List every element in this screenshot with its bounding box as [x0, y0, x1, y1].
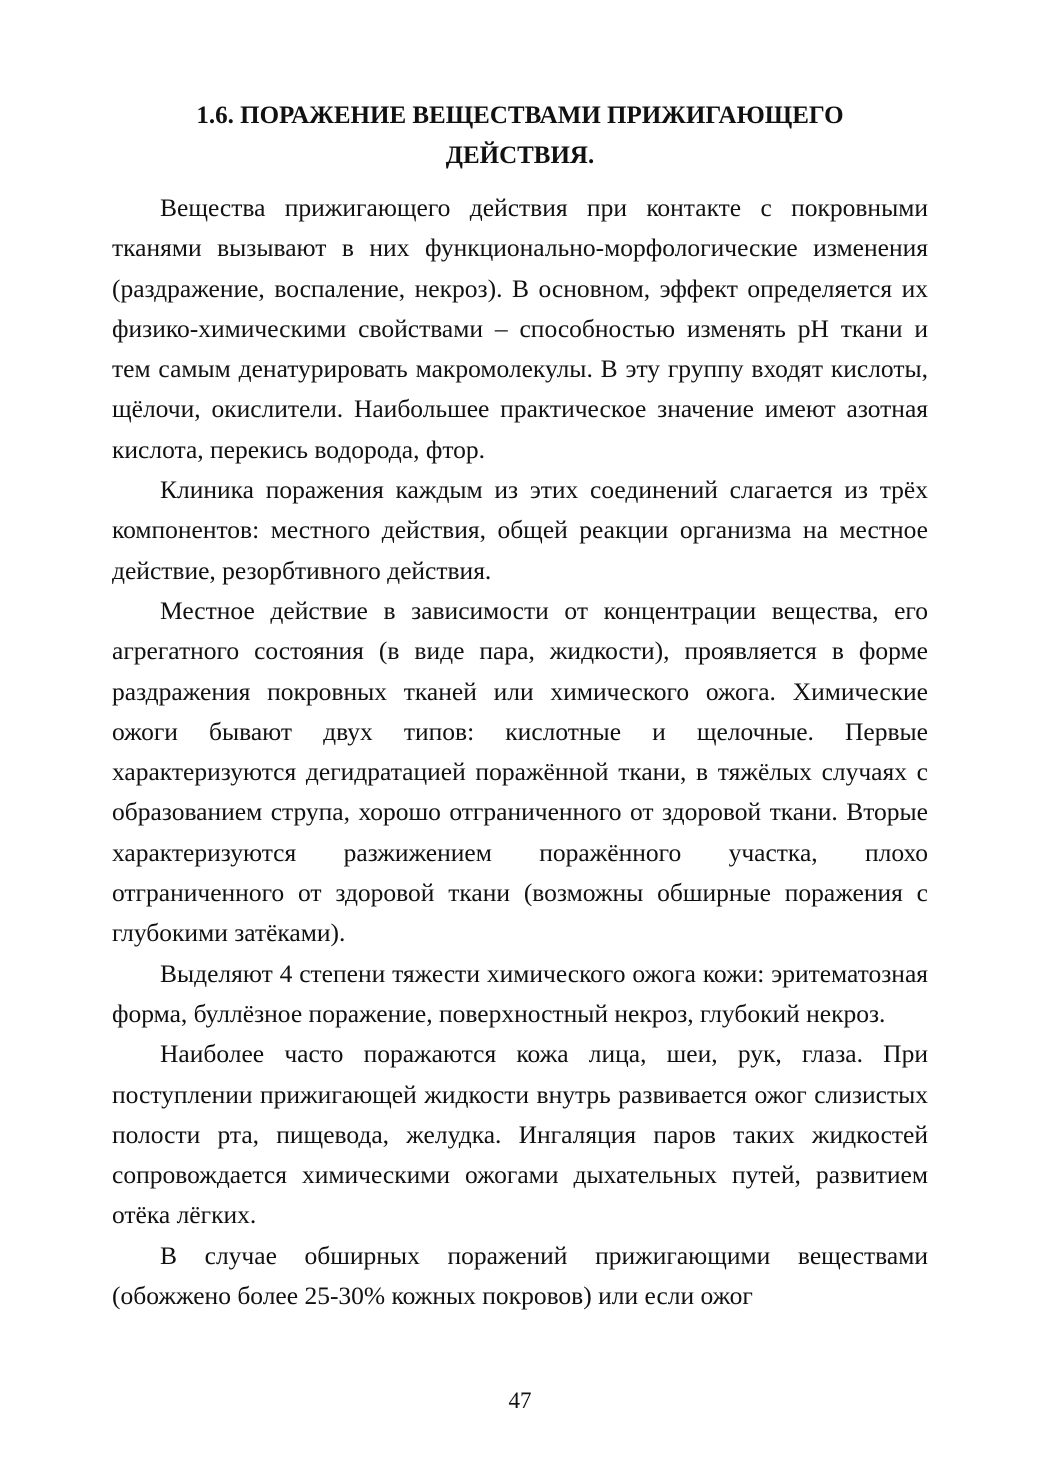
section-title-line-1: 1.6. ПОРАЖЕНИЕ ВЕЩЕСТВАМИ ПРИЖИГАЮЩЕГО [196, 102, 844, 129]
paragraph: Выделяют 4 степени тяжести химического ожога кожи: эритематозная форма, буллёзное поражение, поверхностный некроз, глубокий некроз. [112, 958, 928, 1028]
paragraph: Клиника поражения каждым из этих соединений слагается из трёх компонентов: местного действия, общей реакции организма на местное действие, резорбтивного действия. [112, 475, 928, 585]
paragraph: Наиболее часто поражаются кожа лица, шеи, рук, глаза. При поступлении прижигающей жидкости внутрь развивается ожог слизистых полости рта, пищевода, желудка. Ингаляция паров таких жидкостей сопровождается химическими ожогами дыхательных путей, развитием отёка лёгких. [112, 1039, 928, 1230]
paragraph: В случае обширных поражений прижигающими веществами (обожжено более 25-30% кожных покровов) или если ожог [112, 1240, 928, 1311]
section-title-line-2: ДЕЙСТВИЯ. [445, 142, 595, 169]
paragraph: Вещества прижигающего действия при контакте с покровными тканями вызывают в них функционально-морфологические изменения (раздражение, воспаление, некроз). В основном, эффект определяется их физико-химическими свойствами – способностью изменять pH ткани и тем самым денатурировать макромолекулы. В эту группу входят кислоты, щёлочи, окислители. Наибольшее практическое значение имеют азотная кислота, перекись водорода, фтор. [112, 193, 928, 464]
section-title [112, 96, 928, 176]
paragraph: Местное действие в зависимости от концентрации вещества, его агрегатного состояния (в виде пара, жидкости), проявляется в форме раздражения покровных тканей или химического ожога. Химические ожоги бывают двух типов: кислотные и щелочные. Первые характеризуются дегидратацией поражённой ткани, в тяжёлых случаях с образованием струпа, хорошо отграниченного от здоровой ткани. Вторые характеризуются разжижением поражённого участка, плохо отграниченного от здоровой ткани (возможны обширные поражения с глубокими затёками). [112, 595, 928, 948]
page-number: 47 [508, 1388, 532, 1413]
page-content [112, 96, 928, 1316]
